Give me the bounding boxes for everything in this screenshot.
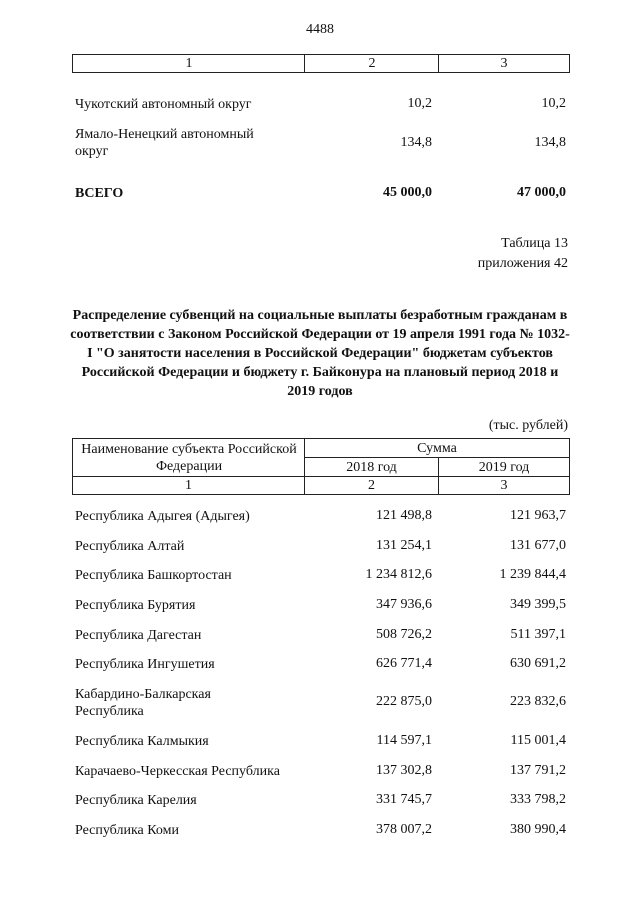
value-2018: 331 745,7 [376, 792, 432, 807]
col-number-1: 1 [185, 56, 193, 71]
sum-header: Сумма [417, 441, 457, 456]
continuation-header [72, 54, 570, 73]
region-name: Республика Калмыкия [75, 734, 209, 749]
region-name: Кабардино-Балкарская Республика [75, 687, 211, 719]
col-number-2: 2 [368, 56, 376, 71]
value-2019: 630 691,2 [510, 656, 566, 671]
region-name: Республика Ингушетия [75, 657, 215, 672]
value-2019: 137 791,2 [510, 763, 566, 778]
region-name: Республика Коми [75, 823, 179, 838]
region-name: Республика Башкортостан [75, 568, 232, 583]
table-header [72, 438, 570, 495]
value-2019: 349 399,5 [510, 597, 566, 612]
region-name: Ямало-Ненецкий автономный округ [75, 127, 254, 159]
table-caption-number: Таблица 13 [501, 236, 568, 251]
value-2019: 511 397,1 [510, 627, 566, 642]
value-2019: 223 832,6 [510, 694, 566, 709]
table-caption-appendix: приложения 42 [477, 256, 568, 271]
value-2018: 222 875,0 [376, 694, 432, 709]
value-2018: 10,2 [407, 96, 432, 111]
value-2018: 378 007,2 [376, 822, 432, 837]
value-2019: 333 798,2 [510, 792, 566, 807]
region-name: Республика Алтай [75, 539, 185, 554]
region-name: Республика Адыгея (Адыгея) [75, 509, 250, 524]
name-column-header: Наименование субъекта Российской Федерации [81, 442, 297, 474]
value-2018: 131 254,1 [376, 538, 432, 553]
value-2019: 1 239 844,4 [499, 567, 566, 582]
value-2018: 626 771,4 [376, 656, 432, 671]
value-2018: 137 302,8 [376, 763, 432, 778]
col-number-3: 3 [500, 56, 508, 71]
value-2019: 115 001,4 [510, 733, 566, 748]
value-2018: 1 234 812,6 [365, 567, 432, 582]
value-2018: 508 726,2 [376, 627, 432, 642]
year-2019-header: 2019 год [478, 460, 530, 475]
units-label: (тыс. рублей) [488, 418, 568, 433]
year-2018-header: 2018 год [346, 460, 397, 475]
col-number-3: 3 [500, 478, 508, 493]
value-2019: 134,8 [534, 135, 566, 150]
region-name: Чукотский автономный округ [75, 97, 252, 112]
page-number: 4488 [306, 22, 334, 37]
value-2019: 121 963,7 [510, 508, 566, 523]
value-2018: 114 597,1 [376, 733, 432, 748]
value-2018: 121 498,8 [376, 508, 432, 523]
value-2019: 10,2 [541, 96, 566, 111]
table-title: Распределение субвенций на социальные выплаты безработным гражданам в соответствии с Законом Российской Федерации от 19 апреля 1991 года № 1032-I "О занятости населения в Российской Федерации" бюджетам субъектов Российской Федерации и бюджету г. Байконура на плановый период 2018 и 2019 годов [70, 308, 570, 399]
region-name: Республика Дагестан [75, 628, 202, 643]
total-2018: 45 000,0 [383, 185, 432, 200]
col-number-2: 2 [368, 478, 375, 493]
total-2019: 47 000,0 [517, 185, 566, 200]
value-2018: 347 936,6 [376, 597, 432, 612]
region-name: Республика Карелия [75, 793, 197, 808]
value-2018: 134,8 [400, 135, 432, 150]
region-name: Карачаево-Черкесская Республика [75, 764, 280, 779]
total-label: ВСЕГО [75, 186, 124, 201]
value-2019: 131 677,0 [510, 538, 566, 553]
value-2019: 380 990,4 [510, 822, 566, 837]
region-name: Республика Бурятия [75, 598, 196, 613]
col-number-1: 1 [185, 478, 192, 493]
